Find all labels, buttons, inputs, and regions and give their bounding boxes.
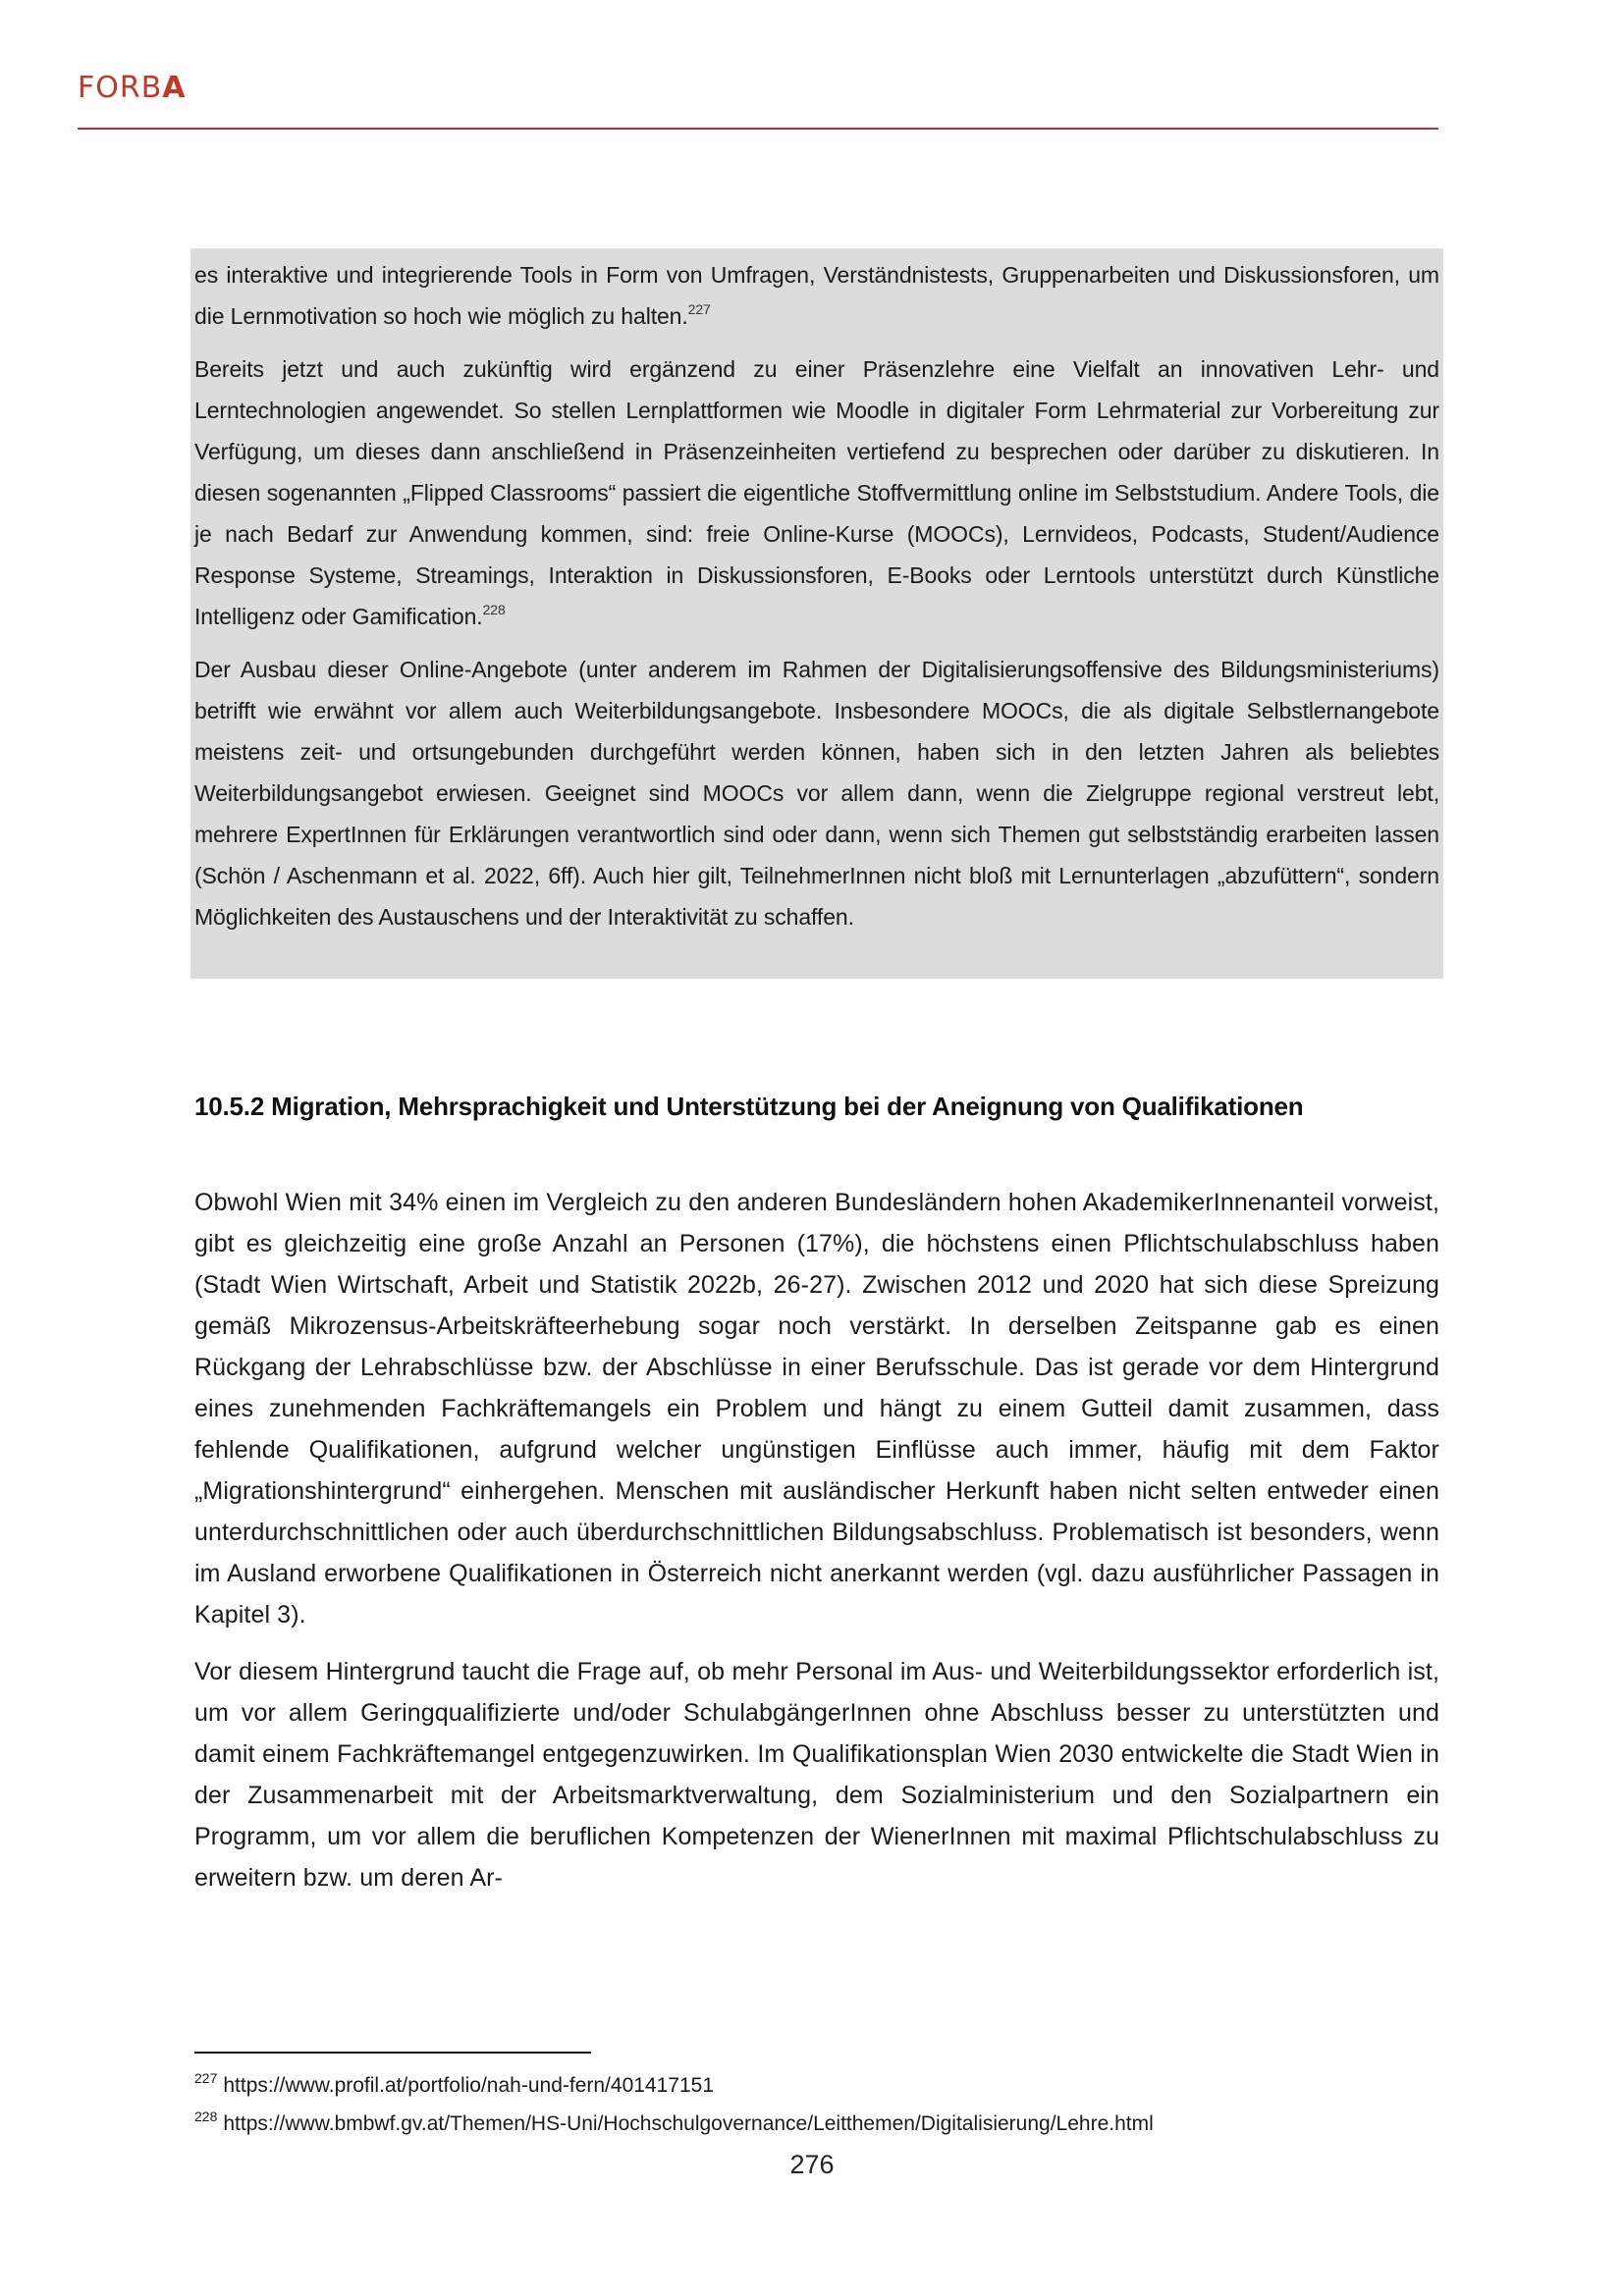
- shaded-paragraph-2: [194, 348, 1439, 637]
- footnote-227: [194, 2067, 1439, 2106]
- header-rule: [78, 128, 1438, 130]
- shaded-paragraph-3: [194, 649, 1439, 937]
- shaded-box: [190, 248, 1443, 979]
- paragraph-text: Der Ausbau dieser Online-Angebote (unter anderem im Rahmen der Digitalisierungsoffensive des Bildungsministeriums) betrifft wie erwähnt vor allem auch Weiterbildungsangebote. Insbesondere MOOCs, die als digitale Selbstlernangebote meistens zeit- und ortsungebunden durchgeführt werden können, haben sich in den letzten Jahren als beliebtes Weiterbildungsangebot erwiesen. Geeignet sind MOOCs vor allem dann, wenn die Zielgruppe regional verstreut lebt, mehrere ExpertInnen für Erklärungen verantwortlich sind oder dann, wenn sich Themen gut selbstständig erarbeiten lassen (Schön / Aschenmann et al. 2022, 6ff). Auch hier gilt, TeilnehmerInnen nicht bloß mit Lernunterlagen „abzufüttern“, sondern Möglichkeiten des Austauschens und der Interaktivität zu schaffen.: [194, 657, 1439, 930]
- footnote-number: 228: [194, 2109, 218, 2124]
- body-paragraph-2: Vor diesem Hintergrund taucht die Frage auf, ob mehr Personal im Aus- und Weiterbildungssektor erforderlich ist, um vor allem Geringqualifizierte und/oder SchulabgängerInnen ohne Abschluss besser zu unterstützten und damit einem Fachkräftemangel entgegenzuwirken. Im Qualifikationsplan Wien 2030 entwickelte die Stadt Wien in der Zusammenarbeit mit der Arbeitsmarktverwaltung, dem Sozialministerium und den Sozialpartnern ein Programm, um vor allem die beruflichen Kompetenzen der WienerInnen mit maximal Pflichtschulabschluss zu erweitern bzw. um deren Ar-: [194, 1658, 1439, 1892]
- paragraph-text: Bereits jetzt und auch zukünftig wird ergänzend zu einer Präsenzlehre eine Vielfalt an innovativen Lehr- und Lerntechnologien angewendet. So stellen Lernplattformen wie Moodle in digitaler Form Lehrmaterial zur Vorbereitung zur Verfügung, um dieses dann anschließend in Präsenzeinheiten vertiefend zu besprechen oder darüber zu diskutieren. In diesen sogenannten „Flipped Classrooms“ passiert die eigentliche Stoffvermittlung online im Selbststudium. Andere Tools, die je nach Bedarf zur Anwendung kommen, sind: freie Online-Kurse (MOOCs), Lernvideos, Podcasts, Student/Audience Response Systeme, Streamings, Interaktion in Diskussionsforen, E-Books oder Lerntools unterstützt durch Künstliche Intelligenz oder Gamification.: [194, 356, 1439, 629]
- body-paragraph-1: Obwohl Wien mit 34% einen im Vergleich zu den anderen Bundesländern hohen AkademikerInnenanteil vorweist, gibt es gleichzeitig eine große Anzahl an Personen (17%), die höchstens einen Pflichtschulabschluss haben (Stadt Wien Wirtschaft, Arbeit und Statistik 2022b, 26-27). Zwischen 2012 und 2020 hat sich diese Spreizung gemäß Mikrozensus-Arbeitskräfteerhebung sogar noch verstärkt. In derselben Zeitspanne gab es einen Rückgang der Lehrabschlüsse bzw. der Abschlüsse in einer Berufsschule. Das ist gerade vor dem Hintergrund eines zunehmenden Fachkräftemangels ein Problem und hängt zu einem Gutteil damit zusammen, dass fehlende Qualifikationen, aufgrund welcher ungünstigen Einflüsse auch immer, häufig mit dem Faktor „Migrationshintergrund“ einhergehen. Menschen mit ausländischer Herkunft haben nicht selten entweder einen unterdurchschnittlichen oder auch überdurchschnittlichen Bildungsabschluss. Problematisch ist besonders, wenn im Ausland erworbene Qualifikationen in Österreich nicht anerkannt werden (vgl. dazu ausführlicher Passagen in Kapitel 3).: [194, 1189, 1439, 1629]
- footnotes: [194, 2067, 1439, 2144]
- footnote-number: 227: [194, 2070, 218, 2086]
- shaded-paragraph-1: [194, 254, 1439, 337]
- footnote-link[interactable]: https://www.bmbwf.gv.at/Themen/HS-Uni/Hochschulgovernance/Leitthemen/Digitalisierung/Lehre.html: [223, 2112, 1154, 2135]
- section-body: [194, 1182, 1439, 1914]
- footnote-ref-228[interactable]: 228: [482, 602, 506, 617]
- section-heading: 10.5.2 Migration, Mehrsprachigkeit und Unterstützung bei der Aneignung von Qualifikationen: [194, 1092, 1304, 1121]
- footnote-link[interactable]: https://www.profil.at/portfolio/nah-und-fern/401417151: [223, 2074, 715, 2097]
- logo-bold: A: [162, 71, 187, 105]
- footnote-228: [194, 2106, 1439, 2144]
- footnote-rule: [194, 2052, 591, 2054]
- page-number: 276: [789, 2150, 835, 2179]
- forba-logo: [78, 71, 187, 105]
- logo-regular: FORB: [78, 71, 163, 105]
- footnote-ref-227[interactable]: 227: [687, 301, 711, 317]
- paragraph-text: es interaktive und integrierende Tools in Form von Umfragen, Verständnistests, Gruppenarbeiten und Diskussionsforen, um die Lernmotivation so hoch wie möglich zu halten.: [194, 262, 1439, 329]
